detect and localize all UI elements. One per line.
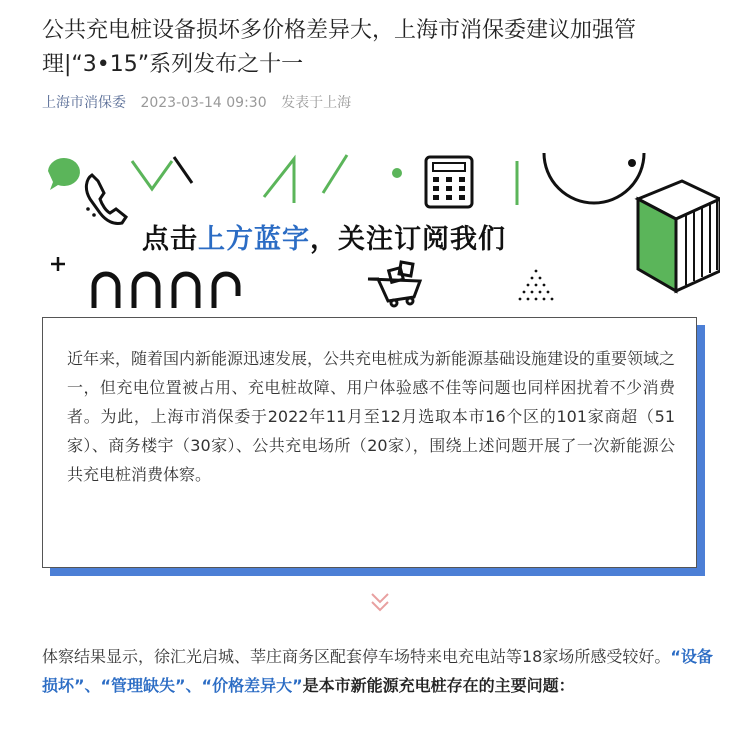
phone-icon [48,158,126,224]
body-text-bold: 是本市新能源充电桩存在的主要问题： [302,676,575,695]
banner-text-suffix: ，关注订阅我们 [310,224,506,255]
body-text-highlight: “设备损坏”、“管理缺失”、“价格差异大” [42,647,713,695]
pyramid-dots-icon [519,270,554,301]
body-paragraph [42,642,722,700]
banner-headline [142,217,506,256]
banner-text-prefix: 点击 [142,224,198,255]
article-title: 公共充电桩设备损坏多价格差异大，上海市消保委建议加强管理|“3•15”系列发布之十一 [42,18,637,77]
double-chevron-down-icon [369,590,391,618]
account-name-link[interactable]: 上海市消保委 [42,95,126,111]
article-meta [42,92,351,112]
arch-decor [94,274,238,308]
cube-icon [628,159,720,291]
cart-icon [368,262,420,306]
calculator-icon [426,157,472,207]
intro-text: 近年来，随着国内新能源迅速发展，公共充电桩成为新能源基础设施建设的重要领域之一，但充电位置被占用、充电桩故障、用户体验感不佳等问题也同样困扰着不少消费者。为此，上海市消保委于2022年11月至12月选取本市16个区的101家商超（51家）、商务楼宇（30家）、公共充电场所（20家），围绕上述问题开展了一次新能源公共充电桩消费体察。 [67,349,676,484]
publish-location: 发表于上海 [281,95,352,111]
follow-banner[interactable] [42,153,720,308]
publish-datetime: 2023-03-14 09:30 [140,95,267,111]
decor-lines [132,153,644,205]
intro-box [42,317,697,568]
plus-icon [51,257,65,271]
body-text-plain: 体察结果显示，徐汇光启城、莘庄商务区配套停车场特来电充电站等18家场所感受较好。 [42,647,671,666]
banner-text-highlight: 上方蓝字 [198,224,310,255]
